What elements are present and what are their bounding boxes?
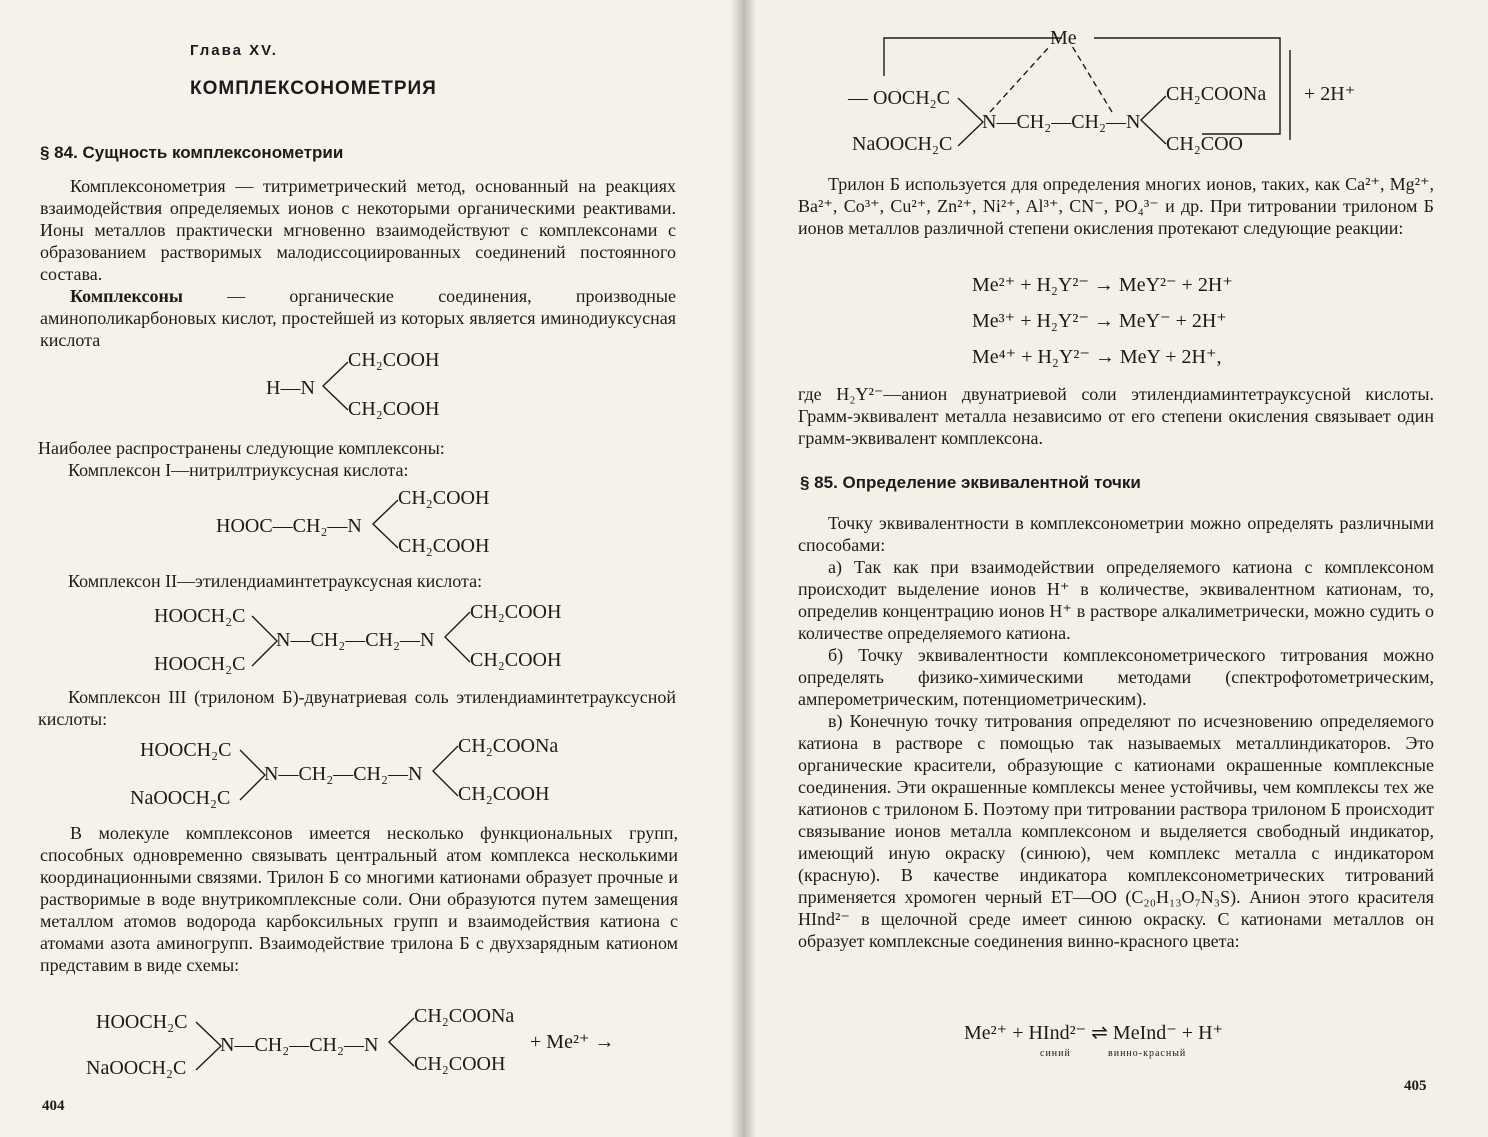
formula-6-bottom-right: CH₂COO [1166,133,1243,155]
formula-4-top-right: CH₂COONa [458,735,559,757]
formula-5-left-bonds [194,1020,224,1072]
formula-6-bottom-left: NaOOCH₂C [852,133,953,155]
right-page [742,0,1488,1137]
book-gutter [730,0,756,1137]
formula-6-top-left: — OOCH₂C [848,87,950,109]
formula-5-bottom-right: CH₂COOH [414,1053,506,1075]
komplexon-3-block [38,686,676,730]
formula-4-left-bonds [238,748,268,802]
formula-1-left: H—N [266,377,315,399]
paragraph: где H₂Y²⁻—анион двунатриевой соли этилендиаминтетрауксусной кислоты. Грамм-эквивалент металла независимо от его степени окисления связывает один грамм-эквивалент комплексона. [798,384,1434,448]
formula-6-product: + 2H⁺ [1304,83,1356,105]
paragraph-rest: — органические соединения, производные аминополикарбоновых кислот, простейшей из которых является иминодиуксусная кислота [40,286,676,350]
formula-3-bottom-left: HOOCH₂C [154,653,246,675]
komplexon-1-line: Комплексон I—нитрилтриуксусная кислота: [68,460,409,480]
formula-1-bottom: CH₂COOH [348,398,440,420]
formula-4-bottom-right: CH₂COOH [458,783,550,805]
formula-1-top: CH₂COOH [348,349,440,371]
trilon-usage-block [798,173,1434,239]
paragraph: Комплексонометрия — титриметрический метод, основанный на реакциях взаимодействия определяемых ионов с некоторыми органическими реактивами. Ионы металлов практически мгновенно взаимодействуют с комплексонами с образованием растворимых малодиссоциированных соединений постоянного состава. [40,176,676,284]
page-number-left: 404 [42,1098,65,1114]
final-equation: Me²⁺ + HInd²⁻ ⇌ MeInd⁻ + H⁺ [964,1022,1224,1044]
equivalence-block [798,512,1434,952]
paragraph-c: в) Конечную точку титрования определяют по исчезновению определяемого катиона в растворе с помощью так называемых металлиндикаторов. Это органические красители, образующие с катионами окрашенные комплексные соединения. Эти окрашенные комплексы менее устойчивы, чем комплексы тех же катионов с трилоном Б. Поэтому при титровании раствора трилоном Б происходит связывание ионов металла комплексоном и выделяется свободный индикатор, имеющий иную окраску (синюю), чем комплекс металла с индикатором (красную). В качестве индикатора комплексонометрических титрований применяется хромоген черный ЕТ—ОО (C₂₀H₁₃O₇N₃S). Анион этого красителя HInd²⁻ в щелочной среде имеет синюю окраску. С катионами металлов он образует комплексные соединения винно-красного цвета: [798,711,1434,951]
komplexon-2-line: Комплексон II—этилендиаминтетрауксусная кислота: [68,571,483,591]
formula-5-right-bonds [386,1016,416,1068]
trilon-block [40,822,678,976]
formula-5-top-left: HOOCH₂C [96,1011,188,1033]
formula-4-right-bonds [430,744,460,798]
formula-3-middle: N—CH₂—CH₂—N [276,629,435,651]
formula-3-left-bonds [250,614,280,668]
formula-3-top-left: HOOCH₂C [154,605,246,627]
formula-2-left: HOOC—CH₂—N [216,515,362,537]
formula-2-bottom: CH₂COOH [398,535,490,557]
paragraph: Трилон Б используется для определения многих ионов, таких, как Ca²⁺, Mg²⁺, Ba²⁺, Co³⁺, Cu²⁺, Zn²⁺, Ni²⁺, Al³⁺, CN⁻, PO₄³⁻ и др. При титровании трилоном Б ионов металлов различной степени окисления протекают следующие реакции: [798,174,1434,238]
formula-4-bottom-left: NaOOCH₂C [130,787,231,809]
equation-3: Me⁴⁺ + H₂Y²⁻ → MeY + 2H⁺, [972,346,1222,368]
komplexon-3-line: Комплексон III (трилоном Б)-двунатриевая соль этилендиаминтетрауксусной кислоты: [38,687,676,729]
formula-6-top-right: CH₂COONa [1166,83,1267,105]
formula-5-top-right: CH₂COONa [414,1005,515,1027]
label-wine-red: винно-красный [1108,1048,1187,1059]
formula-5-bottom-left: NaOOCH₂C [86,1057,187,1079]
term-komplexony: Комплексоны [70,286,183,306]
left-page [0,0,742,1137]
chapter-label: Глава XV. [190,42,278,59]
formula-3-right-bonds [442,610,472,664]
formula-2-top: CH₂COOH [398,487,490,509]
label-blue: синий [1040,1048,1071,1059]
equation-1: Me²⁺ + H₂Y²⁻ → MeY²⁻ + 2H⁺ [972,274,1233,296]
chapter-title: КОМПЛЕКСОНОМЕТРИЯ [190,78,437,99]
equation-2: Me³⁺ + H₂Y²⁻ → MeY⁻ + 2H⁺ [972,310,1227,332]
formula-3-bottom-right: CH₂COOH [470,649,562,671]
formula-6-middle: N—CH₂—CH₂—N [982,111,1141,133]
paragraph [40,285,676,351]
formula-4-top-left: HOOCH₂C [140,739,232,761]
formula-1-bonds [320,360,350,412]
paragraph: Точку эквивалентности в комплексонометрии можно определять различными способами: [798,513,1434,555]
widespread-line: Наиболее распространены следующие комплексоны: [38,438,445,458]
paragraph-a: а) Так как при взаимодействии определяемого катиона с комплексоном происходит выделение ионов H⁺ в количестве, эквивалентном катионам, то, определив концентрацию ионов H⁺ в растворе алкалиметрически, можно судить о количестве определяемого катиона. [798,557,1434,643]
section-84-heading: § 84. Сущность комплексонометрии [40,143,344,162]
page-number-right: 405 [1404,1078,1427,1094]
formula-6-bracket [1288,50,1292,140]
section-85-heading: § 85. Определение эквивалентной точки [800,473,1141,492]
intro-block [40,175,676,351]
paragraph: В молекуле комплексонов имеется несколько функциональных групп, способных одновременно связывать центральный атом комплекса несколькими координационными связями. Трилон Б со многими катионами образует прочные и растворимые в воде внутрикомплексные соли. Они образуются путем замещения металлом атомов водорода карбоксильных групп и взаимодействия катиона с атомами азота аминогрупп. Взаимодействие трилона Б с двухзарядным катионом представим в виде схемы: [40,823,678,975]
formula-2-bonds [370,498,400,550]
formula-4-middle: N—CH₂—CH₂—N [264,763,423,785]
formula-6-right-bonds [1138,94,1168,146]
formula-5-reagent: + Me²⁺ → [530,1031,615,1053]
formula-6-metal: Me [1050,27,1077,49]
formula-5-middle: N—CH₂—CH₂—N [220,1034,379,1056]
paragraph-b: б) Точку эквивалентности комплексонометрического титрования можно определять физико-химическими методами (спектрофотометрическим, амперометрическим, потенциометрическим). [798,645,1434,709]
formula-3-top-right: CH₂COOH [470,601,562,623]
formula-6-left-bonds [956,96,986,148]
anion-block [798,383,1434,449]
